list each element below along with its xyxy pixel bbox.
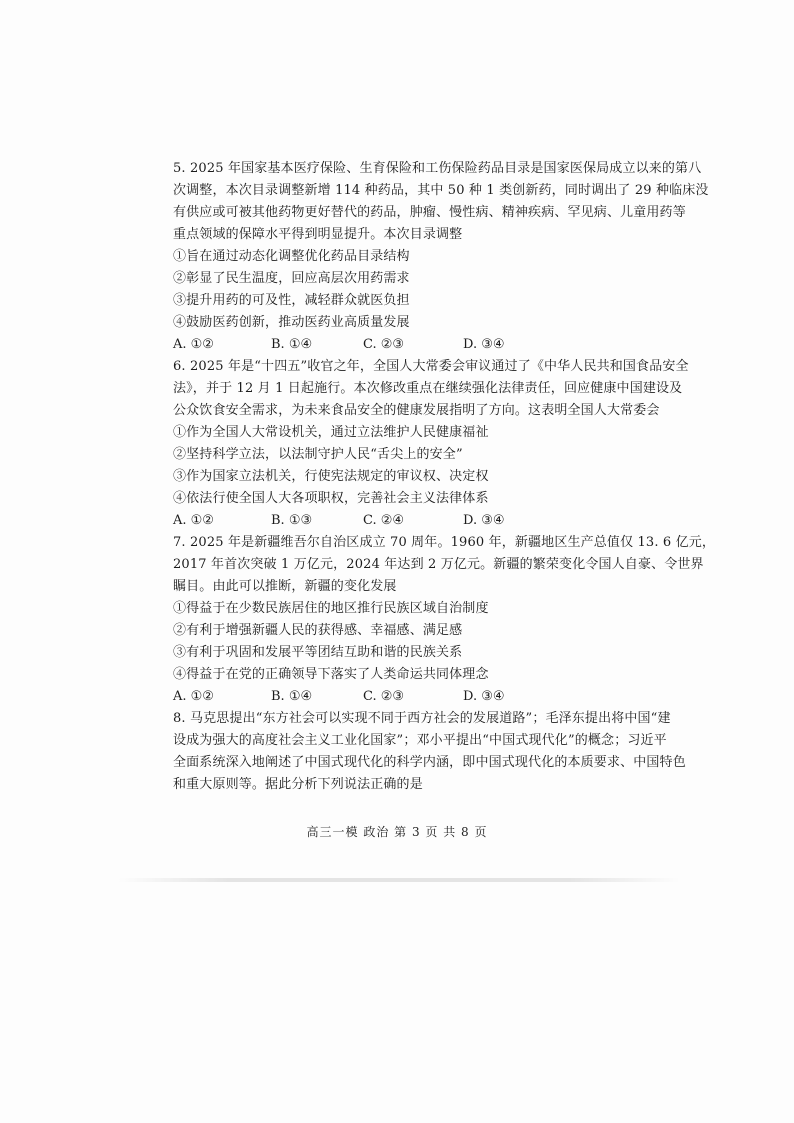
- statement-item: ④依法行使全国人大各项职权，完善社会主义法律体系: [173, 491, 489, 506]
- answer-options: [173, 334, 625, 356]
- question-stem-line: 有供应或可被其他药物更好替代的药品，肿瘤、慢性病、精神疾病、罕见病、儿童用药等: [173, 205, 686, 220]
- question-stem-line: 全面系统深入地阐述了中国式现代化的科学内涵，即中国式现代化的本质要求、中国特色: [173, 755, 686, 770]
- question-stem-line: 和重大原则等。据此分析下列说法正确的是: [173, 777, 423, 792]
- question-6: [173, 356, 689, 532]
- option-b: B. ①③: [271, 513, 313, 528]
- scan-edge-shadow: [118, 878, 680, 882]
- question-5: [173, 158, 709, 356]
- question-stem-line: 次调整，本次目录调整新增 114 种药品，其中 50 种 1 类创新药，同时调出了 29 种临床没: [173, 183, 709, 198]
- statement-item: ①得益于在少数民族居住的地区推行民族区域自治制度: [173, 601, 489, 616]
- page-content: [173, 158, 716, 796]
- option-d: D. ③④: [463, 337, 505, 352]
- option-a: A. ①②: [173, 689, 214, 704]
- answer-options: [173, 686, 625, 708]
- question-stem-line: 7. 2025 年是新疆维吾尔自治区成立 70 周年。1960 年，新疆地区生产总值仅 13. 6 亿元，: [173, 535, 716, 550]
- question-stem-line: 2017 年首次突破 1 万亿元，2024 年达到 2 万亿元。新疆的繁荣变化令国人自豪、令世界: [173, 557, 704, 572]
- question-stem-line: 法》，并于 12 月 1 日起施行。本次修改重点在继续强化法律责任，回应健康中国建设及: [173, 381, 683, 396]
- question-stem-line: 6. 2025 年是“十四五”收官之年，全国人大常委会审议通过了《中华人民共和国食品安全: [173, 359, 689, 374]
- option-b: B. ①④: [271, 337, 313, 352]
- option-a: A. ①②: [173, 513, 214, 528]
- answer-options: [173, 510, 625, 532]
- statement-item: ③有利于巩固和发展平等团结互助和谐的民族关系: [173, 645, 463, 660]
- question-stem-line: 5. 2025 年国家基本医疗保险、生育保险和工伤保险药品目录是国家医保局成立以来的第八: [173, 161, 702, 176]
- statement-item: ③作为国家立法机关，行使宪法规定的审议权、决定权: [173, 469, 489, 484]
- question-stem-line: 瞩目。由此可以推断，新疆的变化发展: [173, 579, 397, 594]
- statement-item: ③提升用药的可及性，减轻群众就医负担: [173, 293, 410, 308]
- question-7: [173, 532, 716, 708]
- option-d: D. ③④: [463, 689, 505, 704]
- option-d: D. ③④: [463, 513, 505, 528]
- question-8: [173, 708, 686, 796]
- question-stem-line: 公众饮食安全需求，为未来食品安全的健康发展指明了方向。这表明全国人大常委会: [173, 403, 660, 418]
- page-footer: 高三一模 政治 第 3 页 共 8 页: [306, 825, 488, 839]
- statement-item: ②彰显了民生温度，回应高层次用药需求: [173, 271, 410, 286]
- statement-item: ④得益于在党的正确领导下落实了人类命运共同体理念: [173, 667, 489, 682]
- option-c: C. ②④: [363, 513, 405, 528]
- question-stem-line: 重点领域的保障水平得到明显提升。本次目录调整: [173, 227, 463, 242]
- statement-item: ④鼓励医药创新，推动医药业高质量发展: [173, 315, 410, 330]
- option-b: B. ①④: [271, 689, 313, 704]
- option-c: C. ②③: [363, 337, 405, 352]
- question-stem-line: 设成为强大的高度社会主义工业化国家”；邓小平提出“中国式现代化”的概念；习近平: [173, 733, 667, 748]
- option-c: C. ②③: [363, 689, 405, 704]
- statement-item: ①作为全国人大常设机关，通过立法维护人民健康福祉: [173, 425, 489, 440]
- option-a: A. ①②: [173, 337, 214, 352]
- statement-item: ②坚持科学立法，以法制守护人民“舌尖上的安全”: [173, 447, 463, 462]
- statement-item: ①旨在通过动态化调整优化药品目录结构: [173, 249, 410, 264]
- question-stem-line: 8. 马克思提出“东方社会可以实现不同于西方社会的发展道路”；毛泽东提出将中国“建: [173, 711, 671, 726]
- statement-item: ②有利于增强新疆人民的获得感、幸福感、满足感: [173, 623, 463, 638]
